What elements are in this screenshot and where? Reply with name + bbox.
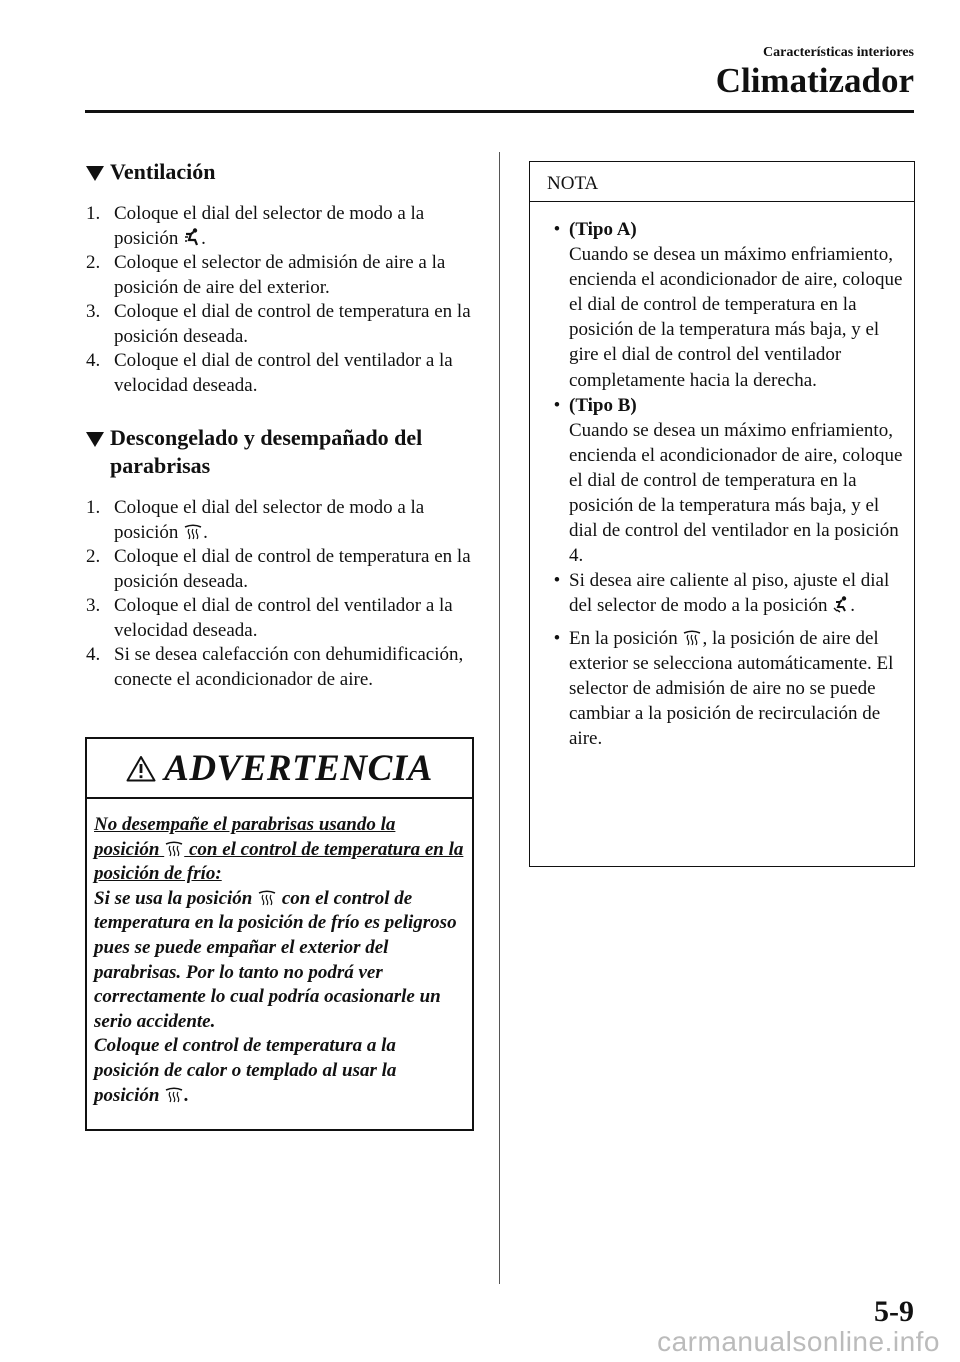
list-item: 3. Coloque el dial de control de temperatura en la posición deseada. [86, 301, 471, 347]
triangle-bullet-icon [86, 166, 104, 181]
warning-title: ADVERTENCIA [164, 747, 433, 789]
warning-box [85, 737, 474, 1131]
floor-mode-icon [833, 596, 849, 613]
list-item: • Si desea aire caliente al piso, ajuste el dial del selector de modo a la posición . [553, 570, 890, 617]
list-item: 3. Coloque el dial de control del ventilador a la velocidad deseada. [86, 595, 453, 641]
page-title: Climatizador [715, 61, 914, 100]
warning-lead: No desempañe el parabrisas usando la posición con el control de temperatura en la posición de frío: [94, 814, 464, 885]
list-item: • En la posición , la posición de aire del exterior se selecciona automáticamente. El selector de admisión de aire no se puede cambiar a la posición de recirculación de aire. [553, 627, 894, 749]
list-item: 1. Coloque el dial del selector de modo a la posición . [86, 203, 425, 249]
note-box [529, 161, 915, 867]
ventilacion-steps [86, 202, 478, 398]
ventilacion-heading: Ventilación [86, 158, 478, 186]
list-item: 4. Si se desea calefacción con dehumidificación, conecte el acondicionador de aire. [86, 644, 464, 690]
windshield-defrost-icon [683, 630, 701, 646]
list-item: 4. Coloque el dial de control del ventilador a la velocidad deseada. [86, 350, 453, 396]
note-body [530, 202, 914, 751]
warning-triangle-icon [126, 755, 156, 782]
warning-paragraph: Si se usa la posición con el control de temperatura en la posición de frío es peligroso pues se puede empañar el exterior del parabrisas. Por lo tanto no podrá ver correctamente lo cual podría ocasionarle un serio accidente. [94, 887, 457, 1032]
list-item: • (Tipo B) Cuando se desea un máximo enfriamiento, encienda el acondicionador de aire, coloque el dial de control de temperatura en la posición de la temperatura más baja, y el dial de control del ventilador en la posición 4. [553, 394, 903, 567]
windshield-defrost-icon [184, 524, 202, 540]
windshield-defrost-icon [165, 841, 183, 857]
list-item: 1. Coloque el dial del selector de modo a la posición . [86, 497, 425, 543]
left-column [86, 158, 478, 692]
list-item: 2. Coloque el dial de control de temperatura en la posición deseada. [86, 546, 471, 592]
warning-body [87, 799, 472, 1108]
windshield-defrost-icon [165, 1087, 183, 1103]
list-item: • (Tipo A) Cuando se desea un máximo enfriamiento, encienda el acondicionador de aire, coloque el dial de control de temperatura en la posición de la temperatura más baja, y el gire el dial de control del ventilador completamente hacia la derecha. [553, 219, 903, 391]
section-label: Características interiores [763, 45, 914, 60]
watermark: carmanualsonline.info [657, 1326, 940, 1357]
windshield-defrost-icon [258, 890, 276, 906]
descongelado-heading: Descongelado y desempañado del parabrisas [86, 424, 478, 480]
page-number: 5-9 [874, 1295, 914, 1328]
column-divider [499, 152, 500, 1284]
triangle-bullet-icon [86, 432, 104, 447]
list-item: 2. Coloque el selector de admisión de aire a la posición de aire del exterior. [86, 252, 446, 298]
warning-header [87, 739, 472, 799]
vent-mode-icon [184, 228, 200, 246]
note-title: NOTA [530, 162, 914, 202]
header-rule [85, 110, 914, 113]
warning-paragraph: Coloque el control de temperatura a la posición de calor o templado al usar la posición . [94, 1035, 397, 1106]
descongelado-steps [86, 496, 478, 692]
